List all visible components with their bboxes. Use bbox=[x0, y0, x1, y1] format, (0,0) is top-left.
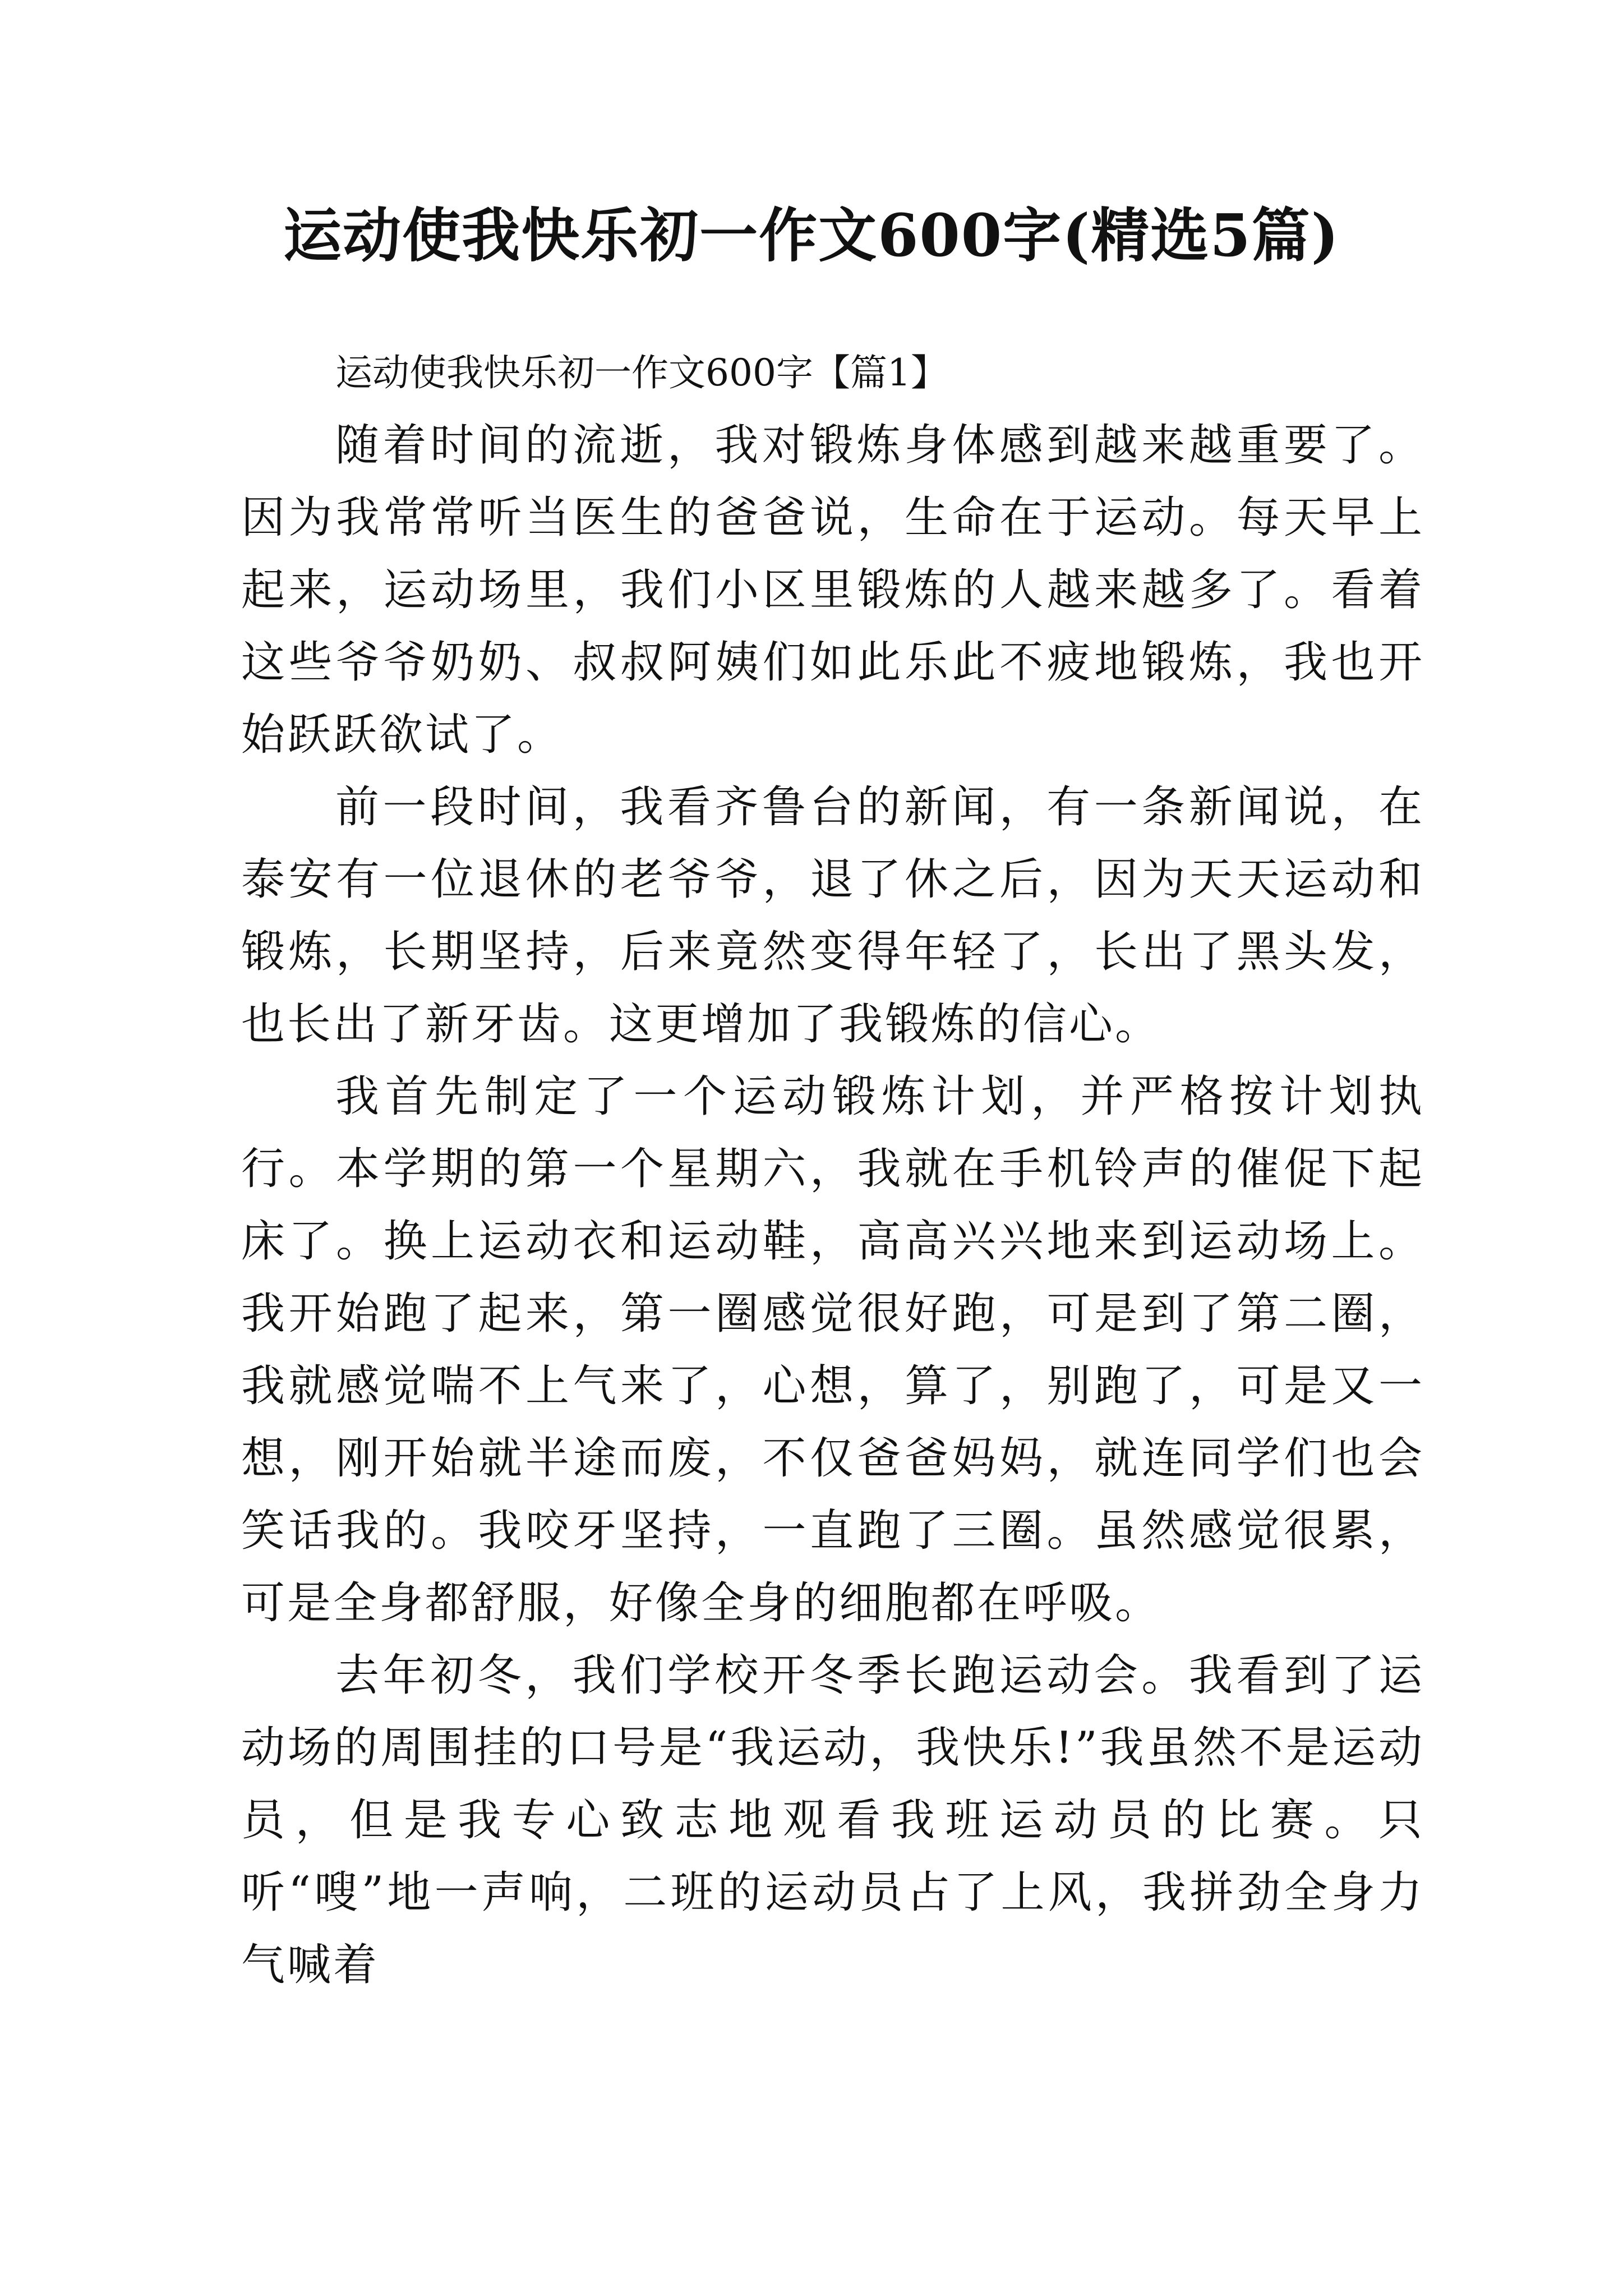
section-heading: 运动使我快乐初一作文600字【篇1】 bbox=[335, 351, 948, 394]
paragraph-2: 前一段时间，我看齐鲁台的新闻，有一条新闻说，在泰安有一位退休的老爷爷，退了休之后，因为天天运动和锻炼，长期坚持，后来竟然变得年轻了，长出了黑头发，也长出了新牙齿。这更增加了我锻炼的信心。 bbox=[241, 782, 1424, 1050]
document-title: 运动使我快乐初一作文600字(精选5篇) bbox=[283, 201, 1340, 270]
paragraph-3: 我首先制定了一个运动锻炼计划，并严格按计划执行。本学期的第一个星期六，我就在手机铃声的催促下起床了。换上运动衣和运动鞋，高高兴兴地来到运动场上。我开始跑了起来，第一圈感觉很好跑，可是到了第二圈，我就感觉喘不上气来了，心想，算了，别跑了，可是又一想，刚开始就半途而废，不仅爸爸妈妈，就连同学们也会笑话我的。我咬牙坚持，一直跑了三圈。虽然感觉很累，可是全身都舒服，好像全身的细胞都在呼吸。 bbox=[241, 1071, 1424, 1628]
paragraph-4: 去年初冬，我们学校开冬季长跑运动会。我看到了运动场的周围挂的口号是“我运动，我快乐!”我虽然不是运动员，但是我专心致志地观看我班运动员的比赛。只听“嗖”地一声响，二班的运动员占了上风，我拼劲全身力气喊着 bbox=[241, 1650, 1424, 1990]
document-body bbox=[241, 337, 1424, 2001]
paragraph-1: 随着时间的流逝，我对锻炼身体感到越来越重要了。因为我常常听当医生的爸爸说，生命在于运动。每天早上起来，运动场里，我们小区里锻炼的人越来越多了。看着这些爷爷奶奶、叔叔阿姨们如此乐此不疲地锻炼，我也开始跃跃欲试了。 bbox=[241, 420, 1424, 760]
